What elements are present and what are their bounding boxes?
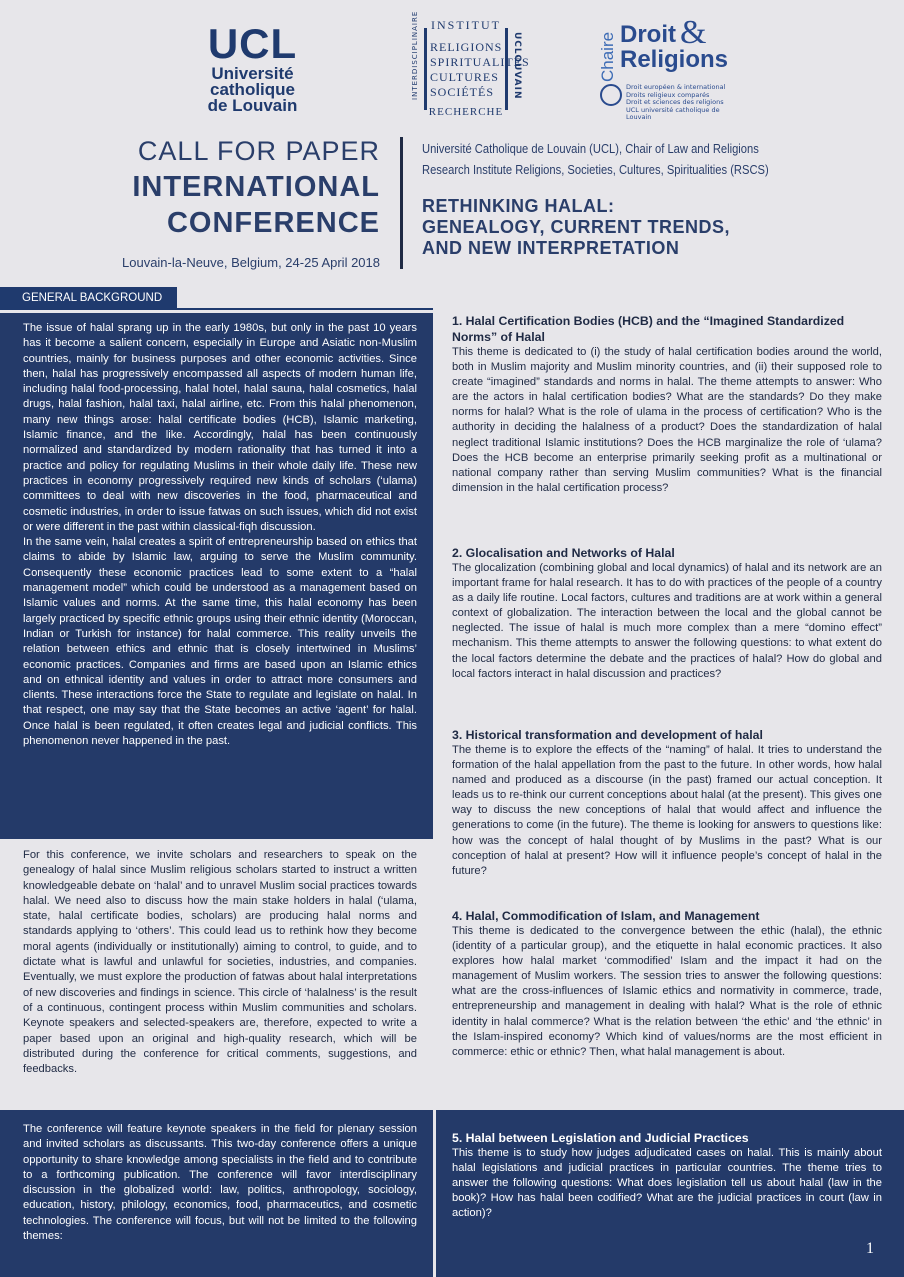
- international-title: INTERNATIONAL: [132, 171, 380, 203]
- left-column: [0, 313, 433, 1277]
- column-divider: [433, 287, 435, 1277]
- institut-words: [430, 40, 530, 100]
- institut-side-right: UCLOUVAIN: [512, 32, 522, 100]
- theme-4-body: This theme is dedicated to the convergence between the ethic (halal), the ethnic (identity of a particular group), and the etiquette in halal economic practices. It also explores how halal market ‘commodified’ Islam and the impact it had on the management of Muslim workers. The session tries to answer the following questions: what are the cross-influences of Islamic ethics and normativity in commerce, trade, entrepreneurship and management in dealing with halal? What is the role of ethnic identity in halal commerce? What is the relation between ‘the ethic’ and ‘the ethnic’ in the Islam-inspired economy? Which kind of values/norms are the most efficient in commerce: ethic or ethnic? Then, what halal management is about.: [452, 925, 882, 1058]
- background-paragraph-2: In the same vein, halal creates a spirit of entrepreneurship based on ethics that claims to abide by Islamic law, arguing to serve the Muslim community. Consequently these economic practices lead to some extent to a “halal management model” which could be understood as a management based on Islamic values and norms. At the same time, this halal economy has been largely practiced by specific ethnic groups using their ethnic identity (Moroccan, Indian or Turkish for instance) for halal commerce. This reality unveils the relation between ethics and ethnic that is closely intertwined in Muslims’ economic practices. Companies and firms are based upon an Islamic ethics and on ethnical identity and values in order to attract more consumers and clients. These interactions force the State to regulate and legislate on halal. In that respect, one may say that the State becomes an active ‘agent’ for halal. Once halal is been regulated, it often creates legal and judicial conflicts. This phenomenon never happened in the past.: [23, 536, 417, 748]
- theme-4: [436, 908, 904, 1060]
- chaire-small-3: Droit et sciences des religions: [626, 98, 724, 106]
- ucl-line1: Université: [211, 64, 294, 83]
- chaire-small-2: Droits religieux comparés: [626, 90, 710, 99]
- institut-line1: RELIGIONS: [430, 40, 503, 54]
- institut-side-left: INTERDISCIPLINAIRE: [411, 10, 419, 100]
- place-date: Louvain-la-Neuve, Belgium, 24-25 April 2018: [122, 255, 380, 270]
- conference-theme: [422, 196, 842, 259]
- theme-3-body: The theme is to explore the effects of the “naming” of halal. It tries to understand the formation of the halal appellation from the past to the future. In other words, how halal named and produced as a discourse (in the past) framed our actual conception. It leads us to re-think our current conceptions about halal (at the present). This gives one way to discuss the new conceptions of halal that would affect and influence the generations to come (in the future). The theme is looking for answers to questions like: how was the concept of halal thought of by Muslims in the past? What is our conception of halal at present? How will it influence people’s concept of halal in the future?: [452, 744, 882, 877]
- ucl-line3: de Louvain: [207, 96, 298, 115]
- institut-line2: SPIRITUALITÉS: [430, 55, 530, 69]
- features-box: [0, 1110, 433, 1277]
- organizer-line2: Research Institute Religions, Societies, Cultures, Spiritualities (RSCS): [422, 162, 769, 177]
- ucl-line2: catholique: [209, 80, 295, 99]
- theme-2: [436, 545, 904, 682]
- page-number: 1: [866, 1240, 874, 1257]
- invitation-paragraph: For this conference, we invite scholars and researchers to speak on the genealogy of halal since Muslim religious scholars started to instruct a written knowledgeable debate on ‘halal’ and to unravel Muslim social practices towards halal. We need also to discuss how the main stake holders in halal (‘ulama, state, halal certificate bodies, scholars) are producing halal norms and standards applying to ‘others’. This could lead us to rethink how they become moral agents (individually or institutionally) aiming to control, to guide, and to dictate what is lawful and unlawful for societies, industries, and companies. Eventually, we must explore the production of fatwas about halal interpretations of new discoveries and findings in science. This circle of ‘halalness’ is the result of a continuous, contingent process within Muslim communities and scholars. Keynote speakers and selected-speakers are, therefore, expected to write a paper based upon an original and high-quality research, which will be distributed during the conference for critical comments, suggestions, and feedbacks.: [23, 849, 417, 1076]
- background-paragraph-1: The issue of halal sprang up in the early 1980s, but only in the past 10 years has it become a salient concern, especially in Europe and Asiatic non-Muslim countries, mainly for business purposes and other economic activities. Since then, halal has progressively encompassed all aspects of modern human life, including halal food-processing, halal hotel, halal sauna, halal cosmetics, halal drugs, halal fashion, halal taxi, halal airline, etc. From this halal phenomenon, many new things arose: halal certificate bodies (HCB), Islamic marketing, Islamic finance, and the like. Accordingly, halal has been continuously normalized and standardized by modern rationality that has turned it into a practice and policy for regulating Muslims in their whole daily life. These new practices in economy progressively required new kinds of scholars (‘ulama) committees to deal with new discoveries in the food, pharmaceutical and cosmetic industries, in order to issue fatwas on such issues, which did not exist or were different in the past within classical-fiqh discussion.: [23, 322, 417, 533]
- theme-3-title: 3. Historical transformation and development of halal: [452, 728, 763, 742]
- title-divider: [400, 137, 403, 269]
- theme-5: [436, 1110, 904, 1277]
- conference-title: CONFERENCE: [166, 207, 380, 239]
- theme-2-title: 2. Glocalisation and Networks of Halal: [452, 546, 675, 560]
- theme-line2: GENEALOGY, CURRENT TRENDS,: [422, 217, 731, 237]
- theme-2-body: The glocalization (combining global and local dynamics) of halal and its network are an important frame for halal research. It has to do with practices of the people of a country as a daily life routine. Local factors, cultures and traditions are at work within a general context of globalization. The interaction between the local and the global cannot be neglected. The issue of halal is much more complex than a mere “domino effect” mechanism. This theme attempts to answer the following questions: to what extent do the local factors determine the debate and the practices of halal? How do global and local factors interact in halal discussion and practices?: [452, 562, 882, 680]
- theme-line1: RETHINKING HALAL:: [422, 196, 615, 216]
- ampersand-label: &: [680, 14, 707, 51]
- chaire-small-4: UCL université catholique de Louvain: [626, 105, 720, 121]
- call-for-paper: CALL FOR PAPER: [137, 136, 380, 166]
- institut-line4: SOCIÉTÉS: [430, 85, 495, 99]
- religions-label: Religions: [620, 46, 729, 73]
- ucl-logo: [190, 22, 315, 114]
- title-right: [422, 138, 842, 259]
- droit-label: Droit: [620, 21, 676, 48]
- theme-line3: AND NEW INTERPRETATION: [422, 238, 680, 258]
- tab-underline: [0, 308, 433, 310]
- invitation-box: [0, 840, 433, 1110]
- theme-1-body: This theme is dedicated to (i) the study of halal certification bodies around the world, both in Muslim majority and Muslim minority countries, and (ii) their supposed role to create “imagined” standards and norms in halal. The theme attempts to answer: Who are the actors in halal certification bodies? What are the standards? Do they make norms for halal? What is the role of ulama in the process of certification? Who is the authority in deciding the halalness of a product? Does the standardization of halal neglect traditional Islamic institutions? Does the HCB marginalize the role of ‘ulama? Does the HCB become an enterprise primarily seeking profit as a multinational or national company rather than serving Muslim communities? What is the financial dimension in the halal certification process?: [452, 346, 882, 494]
- theme-5-title: 5. Halal between Legislation and Judicial Practices: [452, 1131, 749, 1145]
- seal-icon: [600, 84, 622, 106]
- theme-5-body: This theme is to study how judges adjudicated cases on halal. This is mainly about halal legislations and judicial practices in particular countries. The theme tries to answer the following questions: What does legislation tell us about halal (law in the book)? How has halal been codified? What are the judicial practices in court (law in action)?: [452, 1147, 882, 1220]
- chaire-small-1: Droit européen & international: [626, 83, 726, 91]
- ucl-acronym: UCL: [207, 20, 298, 67]
- organizer-line1: Université Catholique de Louvain (UCL), Chair of Law and Religions: [422, 141, 759, 156]
- institut-line3: CULTURES: [430, 70, 499, 84]
- chaire-small-text: [626, 84, 728, 122]
- title-left: [122, 135, 380, 270]
- background-box: [0, 313, 433, 839]
- general-background-tab: GENERAL BACKGROUND: [0, 287, 177, 309]
- features-paragraph: The conference will feature keynote speakers in the field for plenary session and invited scholars as discussants. This two-day conference offers a unique opportunity to share knowledge among specialists in the field and to contribute to a forthcoming publication. The conference will favor interdisciplinary discussion in the globalized world: law, politics, anthropology, sociology, education, history, philology, economics, food, pharmaceutics, and cosmetic technologies. The conference will focus, but will not be limited to the following themes:: [23, 1123, 417, 1243]
- institut-logo: [410, 10, 530, 120]
- theme-4-title: 4. Halal, Commodification of Islam, and Management: [452, 909, 760, 923]
- theme-1: [436, 313, 904, 496]
- theme-1-title: 1. Halal Certification Bodies (HCB) and the “Imagined Standardized Norms” of Halal: [452, 314, 845, 344]
- institut-bottom: RECHERCHE: [428, 106, 504, 118]
- chaire-droit-logo: [598, 14, 729, 121]
- chaire-label: Chaire: [598, 31, 617, 82]
- theme-3: [436, 727, 904, 879]
- institut-top: INSTITUT: [431, 18, 501, 32]
